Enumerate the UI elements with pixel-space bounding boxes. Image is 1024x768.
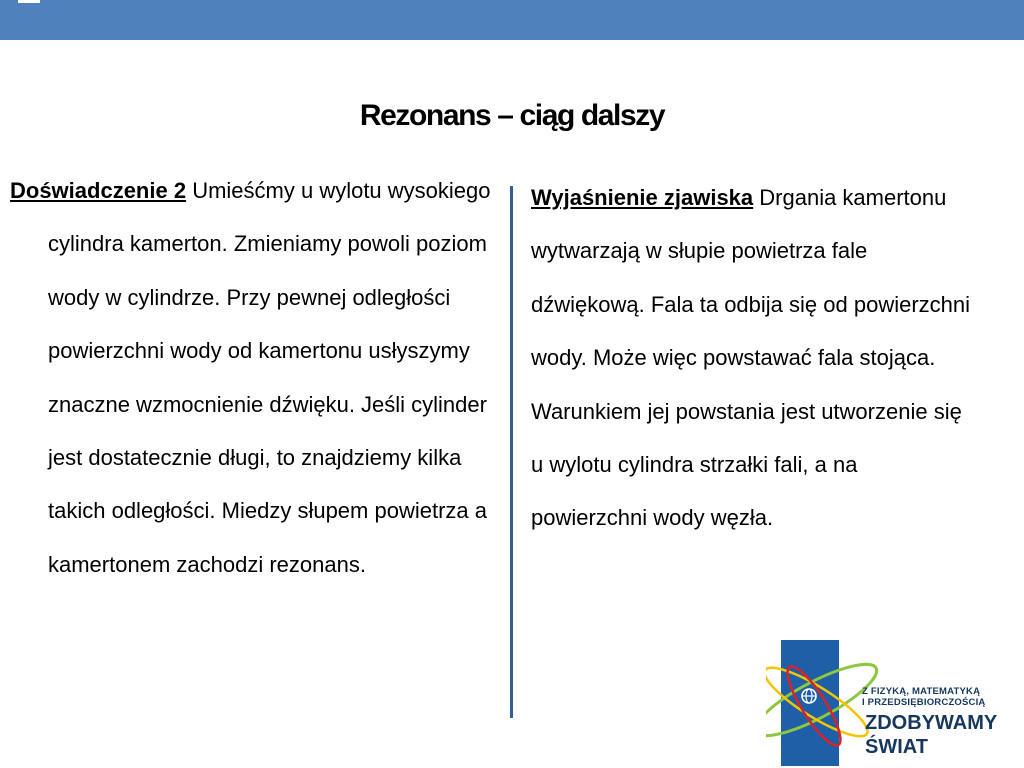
logo-tagline-line2: I PRZEDSIĘBIORCZOŚCIĄ: [862, 697, 986, 708]
header-corner-mark: [18, 0, 40, 3]
logo-tagline: [862, 686, 986, 708]
header-bar: [0, 0, 1024, 40]
logo-tagline-line1: Z FIZYKĄ, MATEMATYKĄ: [862, 686, 981, 697]
logo-wordmark: [865, 711, 997, 759]
experiment-text: Umieśćmy u wylotu wysokiego cylindra kamerton. Zmieniamy powoli poziom wody w cylindrze. Przy pewnej odległości powierzchni wody od kamertonu usłyszymy znaczne wzmocnienie dźwięku. Jeśli cylinder jest dostatecznie długi, to znajdziemy kilka takich odległości. Miedzy słupem powietrza a kamertonem zachodzi rezonans.: [48, 178, 491, 577]
column-divider: [510, 186, 513, 718]
experiment-heading: Doświadczenie 2: [10, 178, 187, 203]
experiment-paragraph: [10, 164, 496, 591]
logo-wordmark-line2: ŚWIAT: [865, 736, 928, 758]
explanation-paragraph: [531, 171, 971, 545]
explanation-text: Drgania kamertonu wytwarzają w słupie powietrza fale dźwiękową. Fala ta odbija się od powierzchni wody. Może więc powstawać fala stojąca. Warunkiem jej powstania jest utworzenie się u wylotu cylindra strzałki fali, a na powierzchni wody węzła.: [531, 185, 971, 531]
logo-wordmark-line1: ZDOBYWAMY: [865, 712, 998, 734]
slide-title: Rezonans – ciąg dalszy: [359, 99, 665, 132]
explanation-heading: Wyjaśnienie zjawiska: [531, 185, 754, 210]
